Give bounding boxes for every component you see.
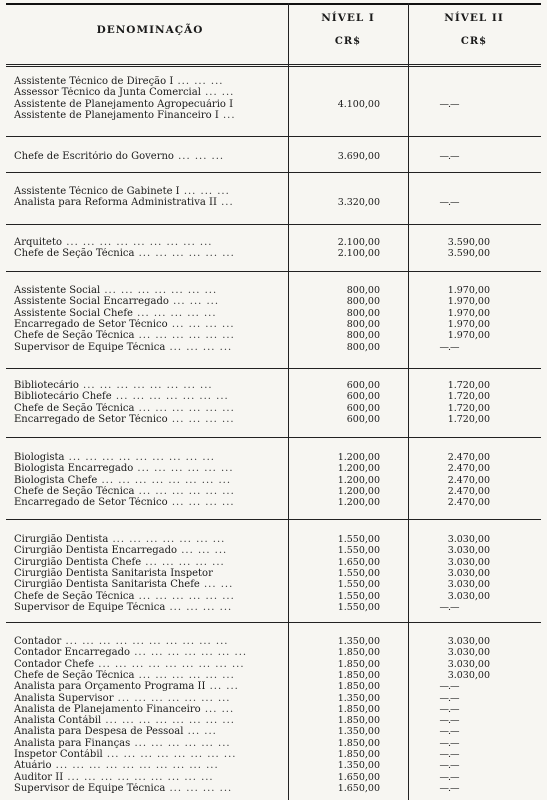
denomination-text: Cirurgião Dentista Chefe xyxy=(14,556,142,568)
nivel-2-value: 3.030,00 xyxy=(447,579,490,591)
group-separator xyxy=(6,519,541,520)
nivel-2-value: —.— xyxy=(439,197,459,209)
nivel-1-value: 1.650,00 xyxy=(337,556,380,568)
leader-dots: ... ... ... ... ... ... ... ... ... ... xyxy=(51,760,219,772)
nivel-1-value: 600,00 xyxy=(346,413,380,425)
row-denomination xyxy=(14,330,284,341)
nivel-2-value: 1.970,00 xyxy=(447,330,490,342)
leader-dots: ... ... ... ... xyxy=(167,497,235,509)
denomination-text: Arquiteto xyxy=(14,237,63,248)
denomination-text: Analista Supervisor xyxy=(14,692,114,704)
leader-dots: ... ... xyxy=(200,87,235,99)
denomination-text: Bibliotecário Chefe xyxy=(14,391,112,403)
nivel-1-value: 1.200,00 xyxy=(337,497,380,509)
denomination-text: Encarregado de Setor Técnico xyxy=(14,413,168,425)
nivel-2-value: 1.720,00 xyxy=(447,380,490,391)
denomination-text: Cirurgião Dentista Sanitarista Inspetor xyxy=(14,567,213,579)
group-separator xyxy=(6,437,541,438)
nivel-2-value: —.— xyxy=(439,737,459,749)
leader-dots: ... ... ... ... ... ... xyxy=(134,402,235,414)
nivel-1-value: 2.100,00 xyxy=(337,248,380,260)
nivel-2-value: 1.720,00 xyxy=(447,402,490,414)
nivel-2-value: —.— xyxy=(439,601,459,613)
leader-dots: ... xyxy=(218,109,236,121)
nivel-2-value: —.— xyxy=(439,726,459,738)
leader-dots: ... ... ... ... ... ... ... ... ... xyxy=(62,237,213,248)
nivel-2-value: —.— xyxy=(439,749,459,760)
row-denomination xyxy=(14,486,284,497)
denomination-text: Supervisor de Equipe Técnica xyxy=(14,782,166,794)
denomination-text: Atuário xyxy=(14,760,52,772)
row-denomination xyxy=(14,99,284,110)
nivel-2-value: 2.470,00 xyxy=(447,485,490,497)
nivel-1-value: 1.850,00 xyxy=(337,658,380,670)
leader-dots: ... ... ... ... xyxy=(165,341,233,353)
nivel-2-value: 3.030,00 xyxy=(447,534,490,545)
nivel-1-value: 600,00 xyxy=(346,380,380,391)
leader-dots: ... ... ... ... ... ... ... xyxy=(100,285,218,296)
nivel-1-value: 1.850,00 xyxy=(337,737,380,749)
nivel-1-value: 1.650,00 xyxy=(337,782,380,794)
row-denomination xyxy=(14,110,284,121)
nivel-1-value: 1.850,00 xyxy=(337,669,380,681)
denomination-text: Assistente Social Chefe xyxy=(14,307,133,319)
nivel-1-value: 1.550,00 xyxy=(337,534,380,545)
nivel-2-value: —.— xyxy=(439,681,459,693)
denomination-text: Chefe de Escritório do Governo xyxy=(14,151,174,162)
denomination-text: Chefe de Seção Técnica xyxy=(14,402,135,414)
nivel-1-value: 1.350,00 xyxy=(337,692,380,704)
denomination-text: Analista de Planejamento Financeiro xyxy=(14,703,201,715)
leader-dots: ... ... ... xyxy=(168,296,220,308)
leader-dots: ... ... ... ... ... ... ... ... xyxy=(97,474,232,486)
row-denomination xyxy=(14,557,284,568)
denomination-text: Cirurgião Dentista xyxy=(14,534,109,545)
nivel-2-value: —.— xyxy=(439,782,459,794)
denomination-text: Chefe de Seção Técnica xyxy=(14,485,135,497)
denomination-text: Auditor II xyxy=(14,771,64,783)
row-denomination xyxy=(14,380,284,391)
row-denomination xyxy=(14,726,284,737)
nivel-1-value: 800,00 xyxy=(346,296,380,308)
row-denomination xyxy=(14,715,284,726)
row-denomination xyxy=(14,760,284,771)
header-nivel-1: NÍVEL I xyxy=(321,12,375,24)
row-denomination xyxy=(14,248,284,259)
denomination-text: Contador Chefe xyxy=(14,658,95,670)
row-denomination xyxy=(14,772,284,783)
row-denomination xyxy=(14,704,284,715)
leader-dots: ... ... xyxy=(183,726,217,738)
nivel-2-value: 3.030,00 xyxy=(447,556,490,568)
denomination-text: Analista para Despesa de Pessoal xyxy=(14,726,184,738)
row-denomination xyxy=(14,87,284,98)
row-denomination xyxy=(14,308,284,319)
header-nivel-2: NÍVEL II xyxy=(444,12,504,24)
nivel-2-value: 3.030,00 xyxy=(447,567,490,579)
row-denomination xyxy=(14,452,284,463)
table-top-rule xyxy=(6,3,541,5)
leader-dots: ... ... ... ... ... ... xyxy=(134,330,235,342)
nivel-2-value: 1.970,00 xyxy=(447,285,490,296)
nivel-2-value: 1.720,00 xyxy=(447,413,490,425)
nivel-2-value: 3.590,00 xyxy=(447,248,490,260)
row-denomination xyxy=(14,237,284,248)
nivel-2-value: —.— xyxy=(439,98,459,110)
header-denominacao: DENOMINAÇÃO xyxy=(96,24,204,36)
denomination-text: Encarregado de Setor Técnico xyxy=(14,318,168,330)
denomination-text: Analista para Finanças xyxy=(14,737,131,749)
header-currency-2: CR$ xyxy=(460,36,488,47)
nivel-2-value: 1.970,00 xyxy=(447,296,490,308)
nivel-2-value: 1.970,00 xyxy=(447,318,490,330)
group-separator xyxy=(6,622,541,623)
denomination-text: Chefe de Seção Técnica xyxy=(14,330,135,342)
group-separator xyxy=(6,136,541,137)
nivel-2-value: —.— xyxy=(439,692,459,704)
denomination-text: Encarregado de Setor Técnico xyxy=(14,497,168,509)
nivel-2-value: —.— xyxy=(439,341,459,353)
nivel-1-value: 600,00 xyxy=(346,402,380,414)
leader-dots: ... ... ... xyxy=(177,545,228,557)
row-denomination xyxy=(14,151,284,162)
denomination-text: Assistente Técnico de Direção I xyxy=(14,76,174,87)
denomination-text: Assessor Técnico da Junta Comercial xyxy=(14,87,201,99)
nivel-1-value: 800,00 xyxy=(346,341,380,353)
denomination-text: Chefe de Seção Técnica xyxy=(14,669,135,681)
leader-dots: ... ... ... ... ... ... ... ... xyxy=(78,380,213,391)
row-denomination xyxy=(14,545,284,556)
nivel-1-value: 1.350,00 xyxy=(337,726,380,738)
leader-dots: ... ... ... ... ... ... xyxy=(133,463,234,475)
denomination-text: Assistente de Planejamento Financeiro I xyxy=(14,109,219,121)
row-denomination xyxy=(14,197,284,208)
group-separator xyxy=(6,172,541,173)
leader-dots: ... xyxy=(216,197,234,209)
leader-dots: ... ... ... ... ... ... ... ... xyxy=(101,715,235,727)
leader-dots: ... ... ... ... ... ... ... ... ... xyxy=(94,658,245,670)
row-denomination xyxy=(14,602,284,613)
denomination-text: Assistente Social xyxy=(14,285,101,296)
row-denomination xyxy=(14,463,284,474)
nivel-2-value: 3.590,00 xyxy=(447,237,490,248)
nivel-2-value: 2.470,00 xyxy=(447,463,490,475)
leader-dots: ... ... xyxy=(199,579,234,591)
row-denomination xyxy=(14,579,284,590)
nivel-1-value: 1.550,00 xyxy=(337,590,380,602)
denomination-text: Bibliotecário xyxy=(14,380,79,391)
leader-dots: ... ... ... xyxy=(179,186,230,197)
denomination-text: Cirurgião Dentista Sanitarista Chefe xyxy=(14,579,200,591)
row-denomination xyxy=(14,568,284,579)
row-denomination xyxy=(14,414,284,425)
row-denomination xyxy=(14,76,284,87)
denomination-text: Assistente Técnico de Gabinete I xyxy=(14,186,180,197)
group-separator xyxy=(6,271,541,272)
nivel-2-value: —.— xyxy=(439,771,459,783)
nivel-2-value: 1.720,00 xyxy=(447,391,490,403)
denomination-text: Biologista xyxy=(14,452,65,463)
nivel-1-value: 1.850,00 xyxy=(337,703,380,715)
column-divider-1 xyxy=(288,3,289,800)
denomination-text: Chefe de Seção Técnica xyxy=(14,248,135,260)
nivel-1-value: 3.690,00 xyxy=(337,151,380,162)
nivel-2-value: 3.030,00 xyxy=(447,590,490,602)
leader-dots: ... ... ... ... ... ... xyxy=(134,248,235,260)
row-denomination xyxy=(14,186,284,197)
nivel-1-value: 1.200,00 xyxy=(337,474,380,486)
leader-dots: ... ... ... ... ... ... xyxy=(130,737,231,749)
row-denomination xyxy=(14,681,284,692)
nivel-2-value: 1.970,00 xyxy=(447,307,490,319)
nivel-1-value: 1.850,00 xyxy=(337,681,380,693)
nivel-1-value: 1.350,00 xyxy=(337,760,380,772)
denomination-text: Contador Encarregado xyxy=(14,647,131,659)
nivel-1-value: 800,00 xyxy=(346,318,380,330)
leader-dots: ... ... ... ... ... ... ... ... xyxy=(102,749,237,760)
leader-dots: ... ... ... ... ... xyxy=(141,556,225,568)
row-denomination xyxy=(14,391,284,402)
nivel-2-value: —.— xyxy=(439,151,459,162)
nivel-1-value: 1.550,00 xyxy=(337,567,380,579)
nivel-1-value: 1.350,00 xyxy=(337,636,380,647)
leader-dots: ... ... ... ... ... ... xyxy=(134,669,235,681)
nivel-2-value: 2.470,00 xyxy=(447,497,490,509)
nivel-1-value: 1.550,00 xyxy=(337,601,380,613)
nivel-2-value: 3.030,00 xyxy=(447,647,490,659)
group-separator xyxy=(6,224,541,225)
row-denomination xyxy=(14,591,284,602)
nivel-2-value: —.— xyxy=(439,715,459,727)
denomination-text: Assistente Social Encarregado xyxy=(14,296,169,308)
row-denomination xyxy=(14,659,284,670)
leader-dots: ... ... ... ... xyxy=(167,318,235,330)
leader-dots: ... ... ... ... ... ... ... xyxy=(111,391,229,403)
leader-dots: ... ... ... ... ... ... ... xyxy=(108,534,226,545)
row-denomination xyxy=(14,738,284,749)
column-divider-2 xyxy=(408,3,409,800)
denomination-text: Chefe de Seção Técnica xyxy=(14,590,135,602)
denomination-text: Inspetor Contábil xyxy=(14,749,103,760)
nivel-1-value: 800,00 xyxy=(346,285,380,296)
denomination-text: Supervisor de Equipe Técnica xyxy=(14,601,166,613)
row-denomination xyxy=(14,342,284,353)
leader-dots: ... ... ... ... xyxy=(167,413,235,425)
leader-dots: ... ... ... ... xyxy=(165,782,233,794)
leader-dots: ... ... ... ... ... ... ... ... ... xyxy=(64,452,215,463)
nivel-1-value: 1.650,00 xyxy=(337,771,380,783)
denomination-text: Supervisor de Equipe Técnica xyxy=(14,341,166,353)
row-denomination xyxy=(14,475,284,486)
row-denomination xyxy=(14,647,284,658)
nivel-2-value: 2.470,00 xyxy=(447,474,490,486)
nivel-1-value: 800,00 xyxy=(346,307,380,319)
leader-dots: ... ... ... ... ... ... ... xyxy=(113,692,231,704)
leader-dots: ... ... ... ... ... xyxy=(132,307,217,319)
row-denomination xyxy=(14,749,284,760)
nivel-1-value: 2.100,00 xyxy=(337,237,380,248)
nivel-1-value: 1.850,00 xyxy=(337,715,380,727)
leader-dots: ... ... ... ... xyxy=(165,601,233,613)
nivel-1-value: 1.200,00 xyxy=(337,485,380,497)
row-denomination xyxy=(14,783,284,794)
leader-dots: ... ... ... ... ... ... xyxy=(134,590,235,602)
row-denomination xyxy=(14,403,284,414)
nivel-1-value: 800,00 xyxy=(346,330,380,342)
denomination-text: Analista para Orçamento Programa II xyxy=(14,681,206,693)
leader-dots: ... ... ... xyxy=(173,76,224,87)
nivel-1-value: 1.550,00 xyxy=(337,545,380,557)
nivel-1-value: 1.850,00 xyxy=(337,647,380,659)
row-denomination xyxy=(14,319,284,330)
leader-dots: ... ... ... ... ... ... xyxy=(134,485,235,497)
nivel-1-value: 1.200,00 xyxy=(337,463,380,475)
denomination-text: Cirurgião Dentista Encarregado xyxy=(14,545,178,557)
nivel-2-value: —.— xyxy=(439,703,459,715)
nivel-2-value: 3.030,00 xyxy=(447,545,490,557)
nivel-2-value: 3.030,00 xyxy=(447,658,490,670)
nivel-1-value: 600,00 xyxy=(346,391,380,403)
row-denomination xyxy=(14,534,284,545)
header-bottom-rule xyxy=(6,64,541,67)
denomination-text: Analista para Reforma Administrativa II xyxy=(14,197,217,209)
leader-dots: ... ... ... ... ... ... ... ... ... xyxy=(63,771,214,783)
nivel-2-value: —.— xyxy=(439,760,459,772)
nivel-1-value: 1.850,00 xyxy=(337,749,380,760)
nivel-1-value: 1.550,00 xyxy=(337,579,380,591)
leader-dots: ... ... xyxy=(205,681,239,693)
nivel-2-value: 3.030,00 xyxy=(447,669,490,681)
nivel-1-value: 4.100,00 xyxy=(337,98,380,110)
leader-dots: ... ... ... xyxy=(173,151,225,162)
row-denomination xyxy=(14,693,284,704)
row-denomination xyxy=(14,636,284,647)
nivel-1-value: 1.200,00 xyxy=(337,452,380,463)
denomination-text: Contador xyxy=(14,636,62,647)
row-denomination xyxy=(14,670,284,681)
nivel-1-value: 3.320,00 xyxy=(337,197,380,209)
denomination-text: Biologista Chefe xyxy=(14,474,98,486)
leader-dots: ... ... ... ... ... ... ... xyxy=(130,647,248,659)
nivel-2-value: 3.030,00 xyxy=(447,636,490,647)
row-denomination xyxy=(14,497,284,508)
row-denomination xyxy=(14,285,284,296)
denomination-text: Biologista Encarregado xyxy=(14,463,134,475)
nivel-2-value: 2.470,00 xyxy=(447,452,490,463)
header-currency-1: CR$ xyxy=(334,36,362,47)
denomination-text: Assistente de Planejamento Agropecuário I xyxy=(14,98,234,110)
denomination-text: Analista Contábil xyxy=(14,715,102,727)
group-separator xyxy=(6,368,541,369)
leader-dots: ... ... xyxy=(200,703,235,715)
row-denomination xyxy=(14,296,284,307)
leader-dots: ... ... ... ... ... ... ... ... ... ... xyxy=(61,636,229,647)
